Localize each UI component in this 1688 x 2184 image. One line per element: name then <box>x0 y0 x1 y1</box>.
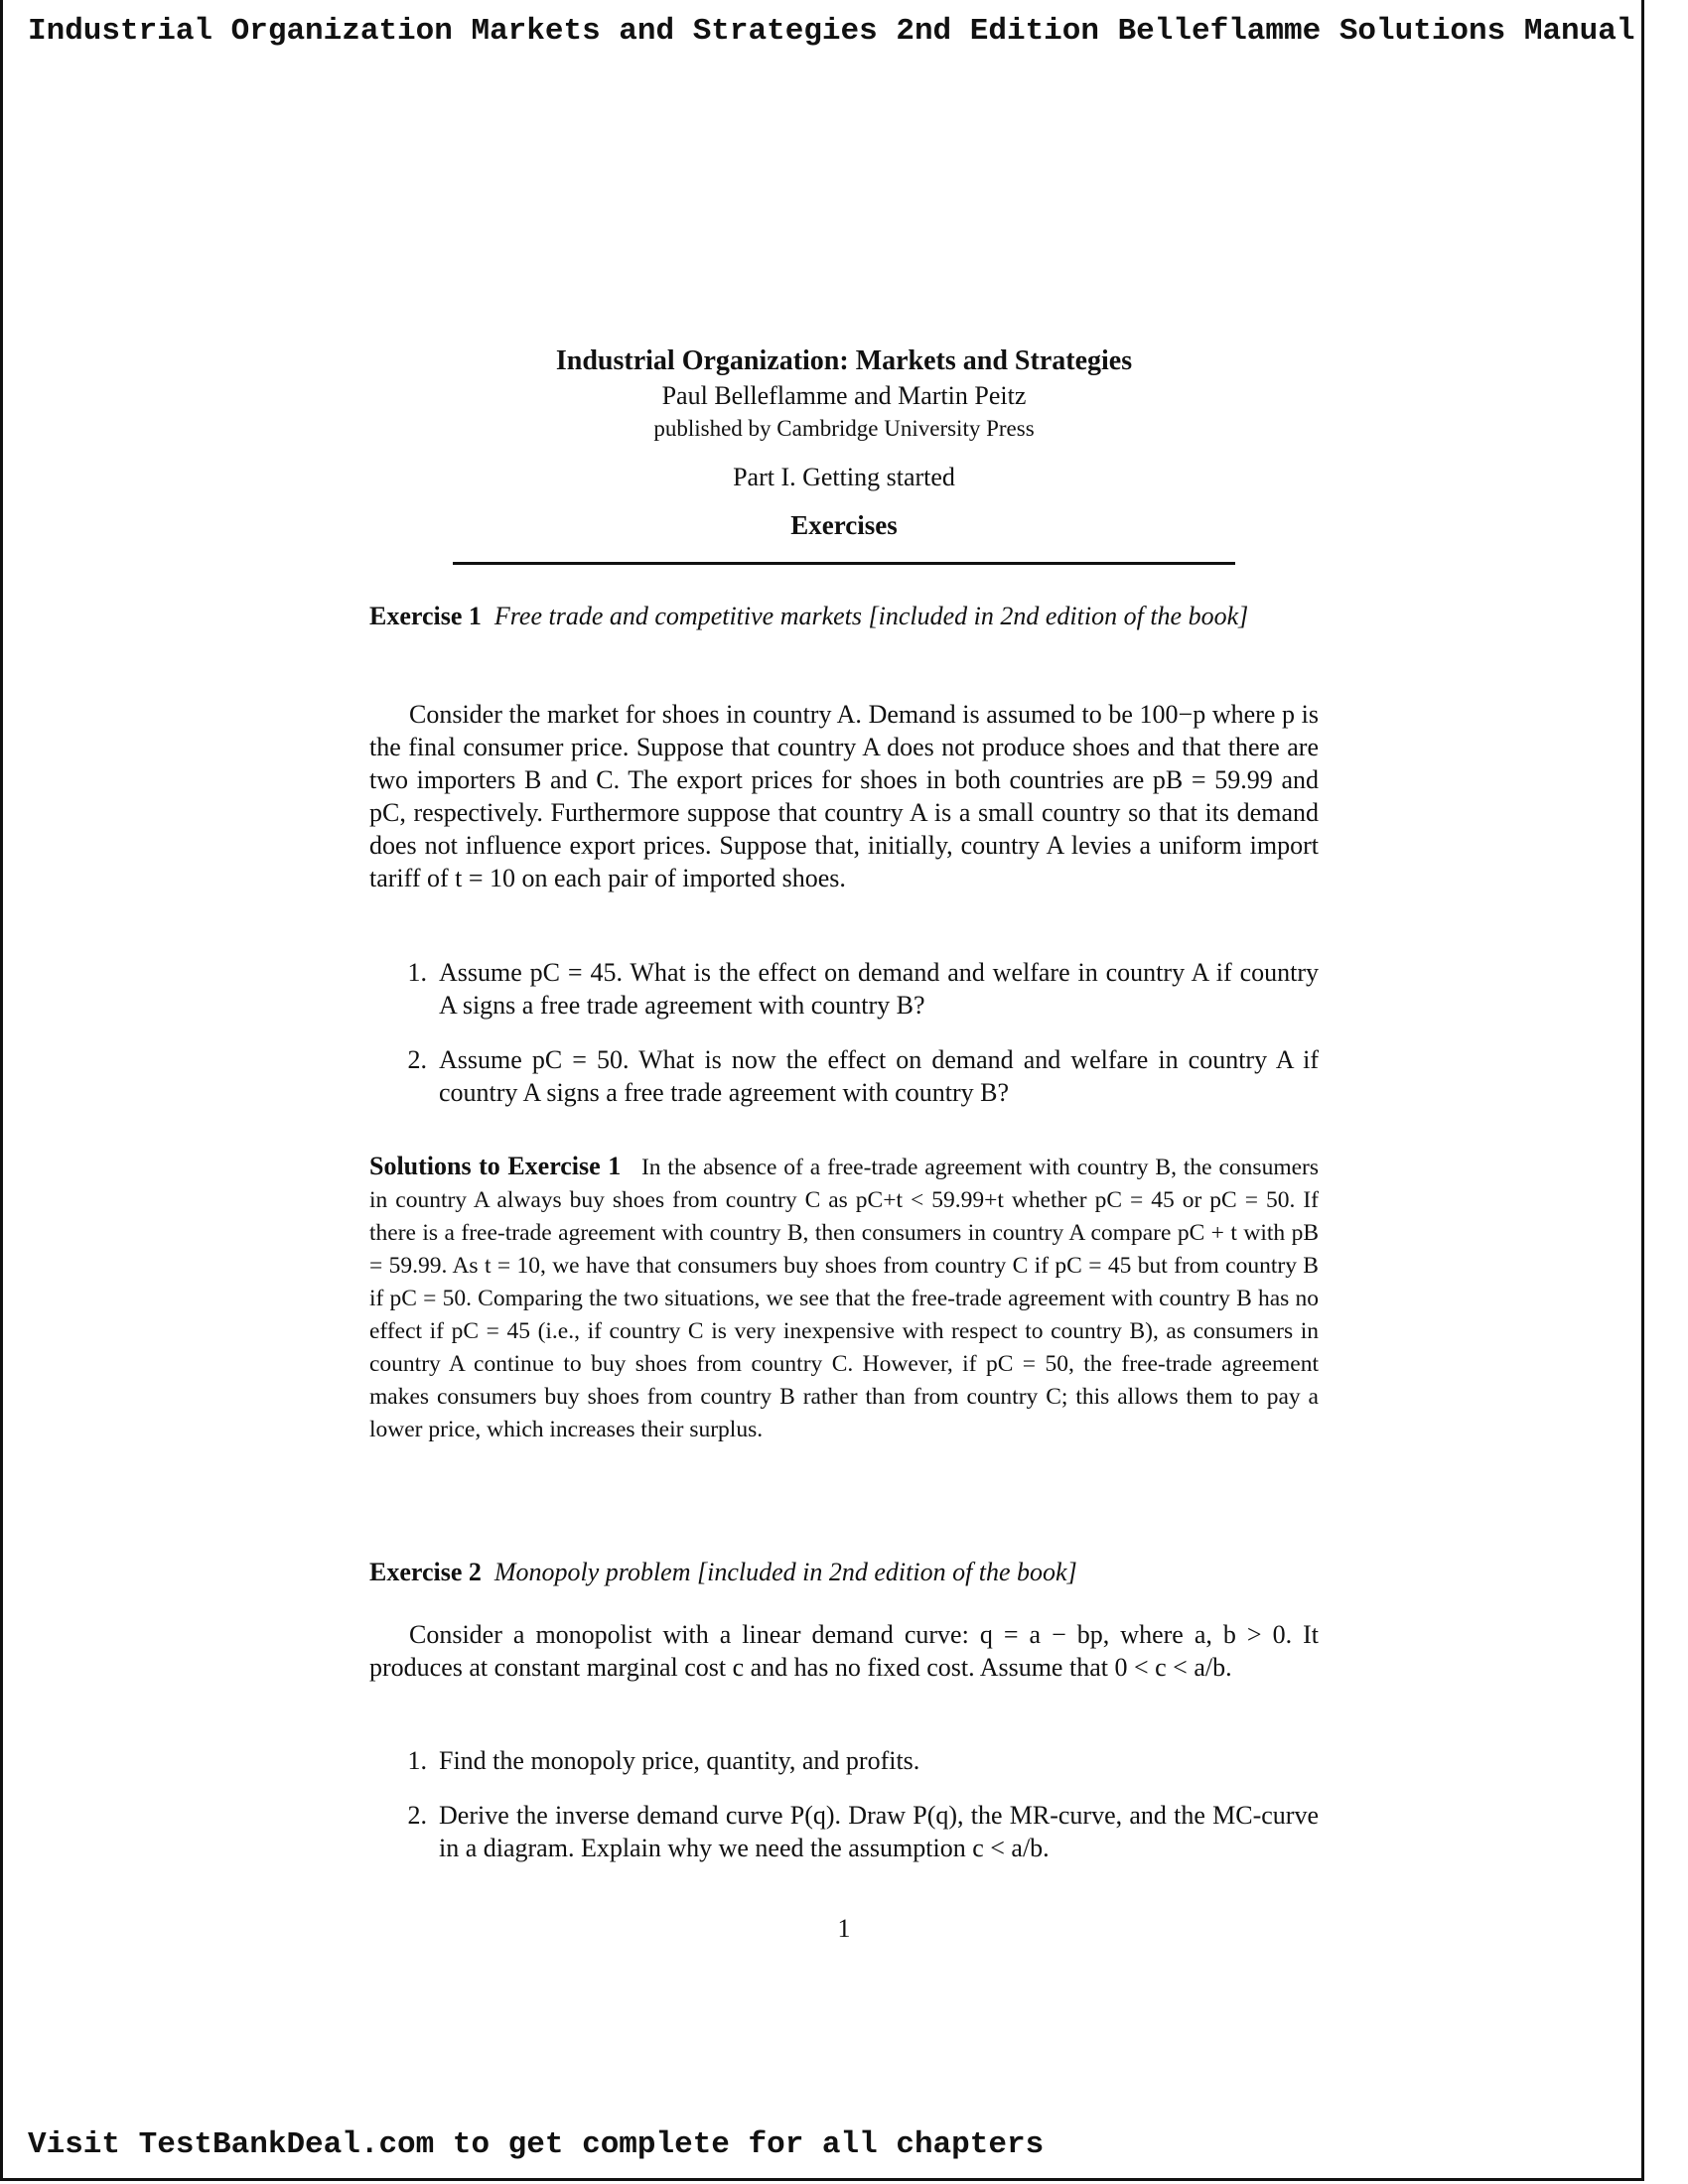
exercise-2-subtitle: Monopoly problem [included in 2nd edition of the book] <box>493 1558 1077 1586</box>
list-number: 1. <box>407 958 427 987</box>
authors: Paul Belleflamme and Martin Peitz <box>661 381 1027 410</box>
part-heading: Part I. Getting started <box>733 463 955 491</box>
publisher: published by Cambridge University Press <box>653 416 1035 441</box>
exercise-2-label: Exercise 2 <box>369 1558 482 1586</box>
list-item <box>369 1043 1319 1109</box>
top-banner: Industrial Organization Markets and Strategies 2nd Edition Belleflamme Solutions Manual <box>28 14 1635 49</box>
exercises-heading: Exercises <box>790 510 898 540</box>
exercise-2-paragraph: Consider a monopolist with a linear demand curve: q = a − bp, where a, b > 0. It produces at constant marginal cost c and has no fixed cost. Assume that 0 < c < a/b. <box>369 1620 1319 1682</box>
exercise-1-label: Exercise 1 <box>369 602 482 630</box>
list-text: Assume pC = 50. What is now the effect on demand and welfare in country A if country A signs a free trade agreement with country B? <box>439 1045 1319 1107</box>
list-text: Derive the inverse demand curve P(q). Draw P(q), the MR-curve, and the MC-curve in a diagram. Explain why we need the assumption c < a/b. <box>439 1801 1319 1862</box>
exercise-1-subtitle: Free trade and competitive markets [included in 2nd edition of the book] <box>493 602 1249 630</box>
list-text: Find the monopoly price, quantity, and profits. <box>439 1746 920 1775</box>
solution-1-text: In the absence of a free-trade agreement with country B, the consumers in country A always buy shoes from country C as pC+t < 59.99+t whether pC = 45 or pC = 50. If there is a free-trade agreement with country B, then consumers in country A compare pC + t with pB = 59.99. As t = 10, we have that consumers buy shoes from country C if pC = 45 but from country B if pC = 50. Comparing the two situations, we see that the free-trade agreement with country B has no effect if pC = 45 (i.e., if country C is very inexpensive with respect to country B), as consumers in country A continue to buy shoes from country C. However, if pC = 50, the free-trade agreement makes consumers buy shoes from country B rather than from country C; this allows them to pay a lower price, which increases their surplus. <box>369 1155 1320 1442</box>
list-number: 1. <box>407 1746 427 1775</box>
list-item <box>369 956 1319 1022</box>
list-item <box>369 1799 1319 1864</box>
page-number: 1 <box>837 1914 851 1943</box>
bottom-banner: Visit TestBankDeal.com to get complete for all chapters <box>28 2127 1045 2162</box>
list-number: 2. <box>407 1801 427 1830</box>
exercise-1-questions <box>369 956 1319 1131</box>
exercise-1-heading <box>369 600 1319 632</box>
list-number: 2. <box>407 1045 427 1074</box>
exercise-1-paragraph: Consider the market for shoes in country A. Demand is assumed to be 100−p where p is the final consumer price. Suppose that country A does not produce shoes and that there are two importers B and C. The export prices for shoes in both countries are pB = 59.99 and pC, respectively. Furthermore suppose that country A is a small country so that its demand does not influence export prices. Suppose that, initially, country A levies a uniform import tariff of t = 10 on each pair of imported shoes. <box>369 700 1319 892</box>
solution-1-label: Solutions to Exercise 1 <box>369 1152 622 1180</box>
book-title: Industrial Organization: Markets and Strategies <box>555 345 1133 376</box>
list-item <box>369 1744 1319 1777</box>
exercise-2-questions <box>369 1744 1319 1886</box>
solution-1 <box>369 1150 1319 1446</box>
list-text: Assume pC = 45. What is the effect on demand and welfare in country A if country A signs a free trade agreement with country B? <box>439 958 1319 1020</box>
horizontal-rule <box>453 562 1235 565</box>
exercise-2-heading <box>369 1556 1319 1588</box>
